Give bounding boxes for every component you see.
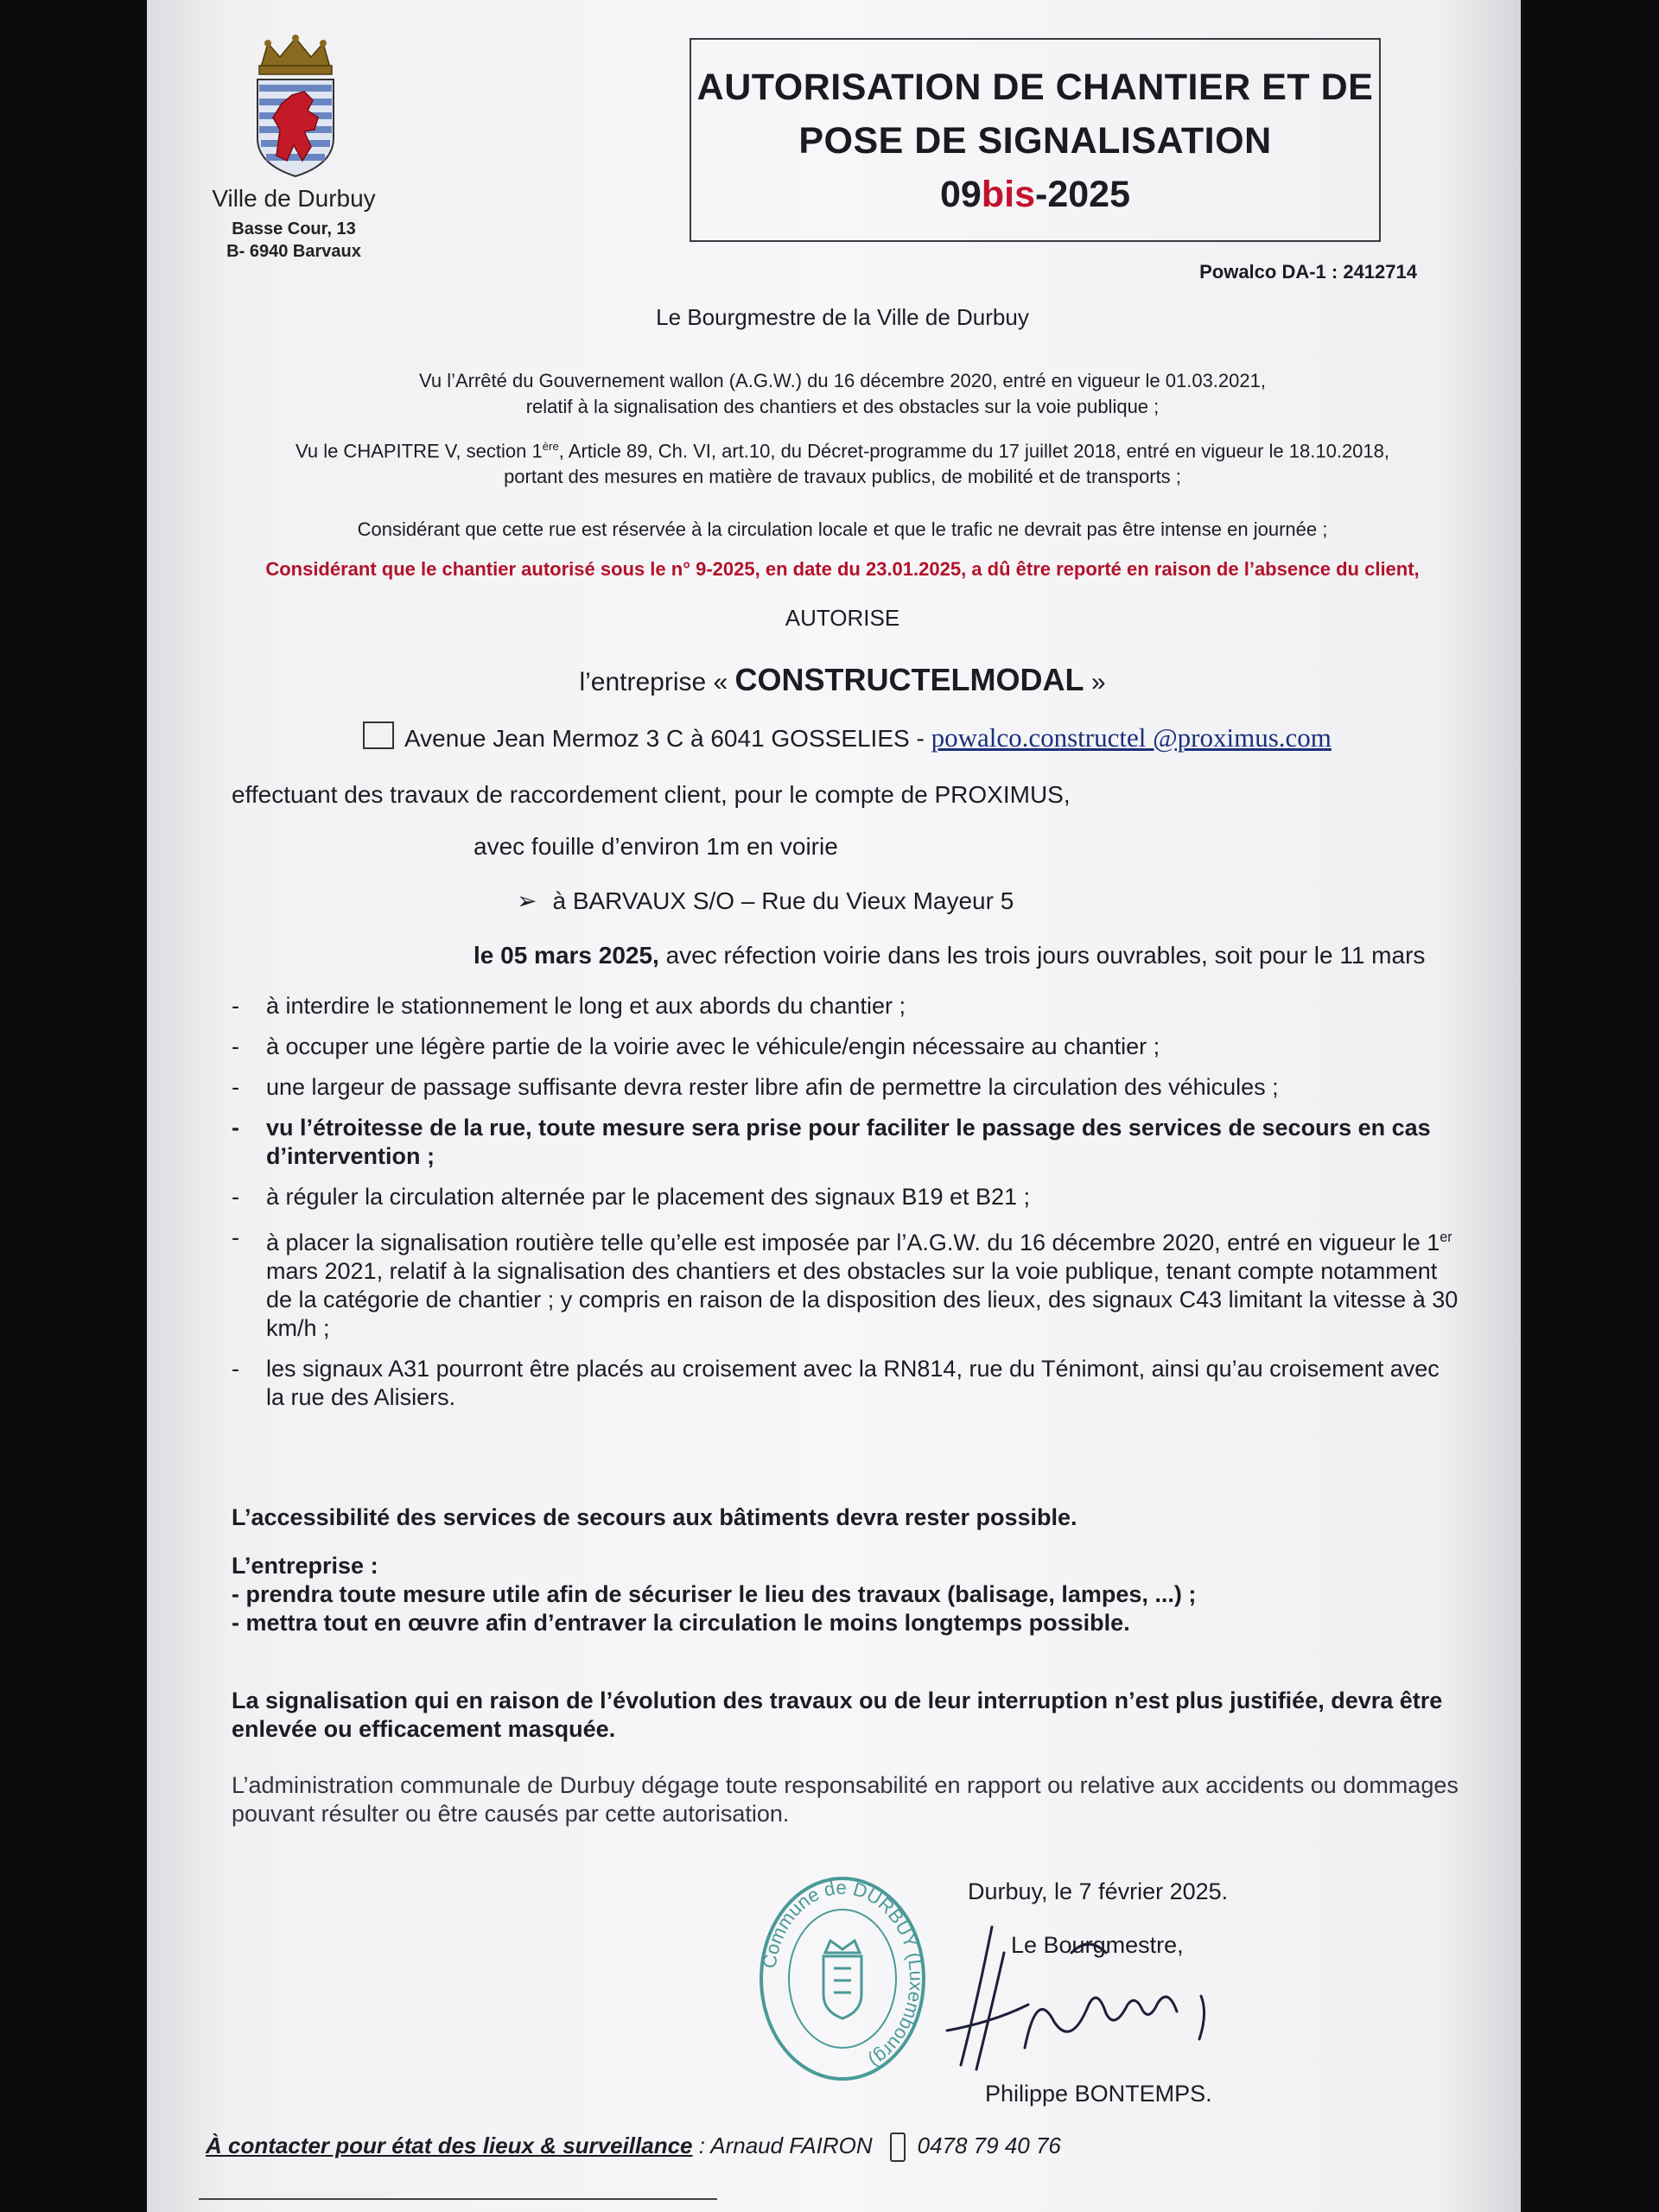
document-title-box <box>690 38 1381 242</box>
conditions-list <box>232 992 1459 1424</box>
company-obligations <box>232 1552 1459 1637</box>
works-description: effectuant des travaux de raccordement client, pour le compte de PROXIMUS, <box>232 781 1071 808</box>
list-item: - à occuper une légère partie de la voirie avec le véhicule/engin nécessaire au chantier ; <box>232 1033 1160 1059</box>
condition-text: une largeur de passage suffisante devra rester libre afin de permettre la circulation des véhicules ; <box>266 1074 1279 1100</box>
mail-icon <box>363 721 394 749</box>
handwritten-signature <box>942 1901 1305 2074</box>
title-line-1: AUTORISATION DE CHANTIER ET DE <box>696 67 1374 108</box>
phone-icon <box>890 2133 906 2162</box>
signatory-role: Le Bourgmestre, <box>1011 1932 1184 1958</box>
company-outro: » <box>1090 668 1106 696</box>
list-item: - à placer la signalisation routière telle qu’elle est imposée par l’A.G.W. du 16 décembre 2020, entré en vigueur le 1er mars 2021, relatif à la signalisation des chantiers et des obstacles sur la voie publique, tenant compte notamment de la catégorie de chantier ; y compris en raison de la disposition des lieux, des signaux C43 limitant la vitesse à 30 km/h ; <box>232 1224 1459 1341</box>
works-date-rest: avec réfection voirie dans les trois jours ouvrables, soit pour le 11 mars <box>658 942 1426 969</box>
contact-person: : Arnaud FAIRON <box>692 2133 873 2158</box>
condition-text: vu l’étroitesse de la rue, toute mesure sera prise pour faciliter le passage des services de secours en cas d’intervention ; <box>266 1115 1431 1169</box>
document-sheet <box>147 0 1521 2212</box>
agw-sup: er <box>1440 1230 1452 1245</box>
stamp-crest-icon <box>823 1941 861 2018</box>
powalco-reference: Powalco DA-1 : 2412714 <box>1199 261 1417 283</box>
city-name: Ville de Durbuy <box>212 185 376 212</box>
company-address-line <box>363 722 1400 754</box>
works-date-bold: le 05 mars 2025, <box>474 942 659 969</box>
agw-part-1: à placer la signalisation routière telle qu’elle est imposée par l’A.G.W. du 16 décembre 2020, entré en vigueur le 1 <box>266 1230 1440 1255</box>
company-line <box>216 662 1469 698</box>
works-excavation: avec fouille d’environ 1m en voirie <box>474 833 838 860</box>
vu-chapitre <box>216 434 1469 490</box>
list-item: - vu l’étroitesse de la rue, toute mesure sera prise pour faciliter le passage des services de secours en cas d’intervention ; <box>232 1115 1431 1169</box>
arrow-bullet-icon: ➢ <box>517 887 537 914</box>
municipal-stamp <box>756 1873 929 2085</box>
vu-agw-line-1: Vu l’Arrêté du Gouvernement wallon (A.G.W.) du 16 décembre 2020, entré en vigueur le 01.03.2021, <box>419 370 1266 391</box>
works-date <box>474 942 1425 969</box>
place-and-date: Durbuy, le 7 février 2025. <box>968 1878 1229 1904</box>
number-year: -2025 <box>1035 174 1130 215</box>
stamp-text: Commune de DURBUY (Luxembourg) <box>758 1876 928 2073</box>
signatory-name: Philippe BONTEMPS. <box>985 2081 1212 2107</box>
contact-phone: 0478 79 40 76 <box>917 2133 1061 2158</box>
company-intro: l’entreprise « <box>579 668 728 696</box>
list-item: - à réguler la circulation alternée par le placement des signaux B19 et B21 ; <box>232 1184 1031 1210</box>
authorisation-number <box>691 168 1379 221</box>
vu-chapitre-line-1 <box>216 434 1469 464</box>
considering-postponed: Considérant que le chantier autorisé sous le n° 9-2025, en date du 23.01.2025, a dû être reporté en raison de l’absence du client, <box>265 558 1420 580</box>
vu-chapitre-line-2: portant des mesures en matière de travaux publics, de mobilité et de transports ; <box>504 466 1181 488</box>
list-item: - à interdire le stationnement le long et aux abords du chantier ; <box>232 993 906 1019</box>
company-address: Avenue Jean Mermoz 3 C à 6041 GOSSELIES - <box>404 725 925 752</box>
title-line-2: POSE DE SIGNALISATION <box>798 120 1272 162</box>
address-line-1: Basse Cour, 13 <box>232 219 356 238</box>
bottom-divider <box>199 2198 717 2200</box>
location-text: à BARVAUX S/O – Rue du Vieux Mayeur 5 <box>552 887 1014 914</box>
durbuy-coat-of-arms-icon <box>251 35 340 181</box>
works-location <box>517 887 1014 915</box>
condition-text: à réguler la circulation alternée par le placement des signaux B19 et B21 ; <box>266 1184 1031 1210</box>
vu-chapitre-text-b: , Article 89, Ch. VI, art.10, du Décret-programme du 17 juillet 2018, entré en vigueur le 18.10.2018, <box>558 440 1390 462</box>
contact-line <box>206 2133 1061 2162</box>
vu-chapitre-sup: ère <box>542 440 559 453</box>
obligations-heading: L’entreprise : <box>232 1553 378 1579</box>
address-line-2: B- 6940 Barvaux <box>226 242 361 261</box>
authorise-heading: AUTORISE <box>785 605 900 631</box>
obligation-1: - prendra toute mesure utile afin de sécuriser le lieu des travaux (balisage, lampes, ...) ; <box>232 1581 1197 1607</box>
agw-part-2: mars 2021, relatif à la signalisation des chantiers et des obstacles sur la voie publique, tenant compte notamment de la catégorie de chantier ; y compris en raison de la disposition des lieux, des signaux C43 limitant la vitesse à 30 km/h ; <box>266 1258 1459 1341</box>
number-prefix: 09 <box>940 174 982 215</box>
contact-label: À contacter pour état des lieux & surveillance <box>206 2133 693 2158</box>
list-item: - les signaux A31 pourront être placés au croisement avec la RN814, rue du Ténimont, ainsi qu’au croisement avec la rue des Alisiers. <box>232 1356 1440 1410</box>
city-address <box>199 218 389 263</box>
vu-agw-line-2: relatif à la signalisation des chantiers et des obstacles sur la voie publique ; <box>525 396 1160 417</box>
signalisation-removal-note: La signalisation qui en raison de l’évolution des travaux ou de leur interruption n’est plus justifiée, devra être enlevée ou efficacement masquée. <box>232 1688 1443 1742</box>
condition-text: les signaux A31 pourront être placés au croisement avec la RN814, rue du Ténimont, ainsi qu’au croisement avec la rue des Alisiers. <box>266 1356 1440 1410</box>
condition-text: à occuper une légère partie de la voirie avec le véhicule/engin nécessaire au chantier ; <box>266 1033 1160 1059</box>
company-email-link[interactable]: powalco.constructel @proximus.com <box>931 722 1332 753</box>
company-name: CONSTRUCTELMODAL <box>734 662 1084 697</box>
authority-line: Le Bourgmestre de la Ville de Durbuy <box>656 304 1029 330</box>
vu-chapitre-text-a: Vu le CHAPITRE V, section 1 <box>295 440 543 462</box>
liability-disclaimer: L’administration communale de Durbuy dégage toute responsabilité en rapport ou relative aux accidents ou dommages pouvant résulter ou être causés par cette autorisation. <box>232 1772 1459 1827</box>
condition-text: à interdire le stationnement le long et aux abords du chantier ; <box>266 993 906 1019</box>
condition-agw-text <box>266 1230 1458 1341</box>
list-item: - une largeur de passage suffisante devra rester libre afin de permettre la circulation des véhicules ; <box>232 1074 1279 1100</box>
obligation-2: - mettra tout en œuvre afin d’entraver la circulation le moins longtemps possible. <box>232 1610 1130 1636</box>
considering-local-traffic: Considérant que cette rue est réservée à la circulation locale et que le trafic ne devrait pas être intense en journée ; <box>357 518 1328 540</box>
emergency-access-note: L’accessibilité des services de secours aux bâtiments devra rester possible. <box>232 1504 1077 1530</box>
number-bis: bis <box>981 174 1035 215</box>
vu-agw <box>216 368 1469 420</box>
